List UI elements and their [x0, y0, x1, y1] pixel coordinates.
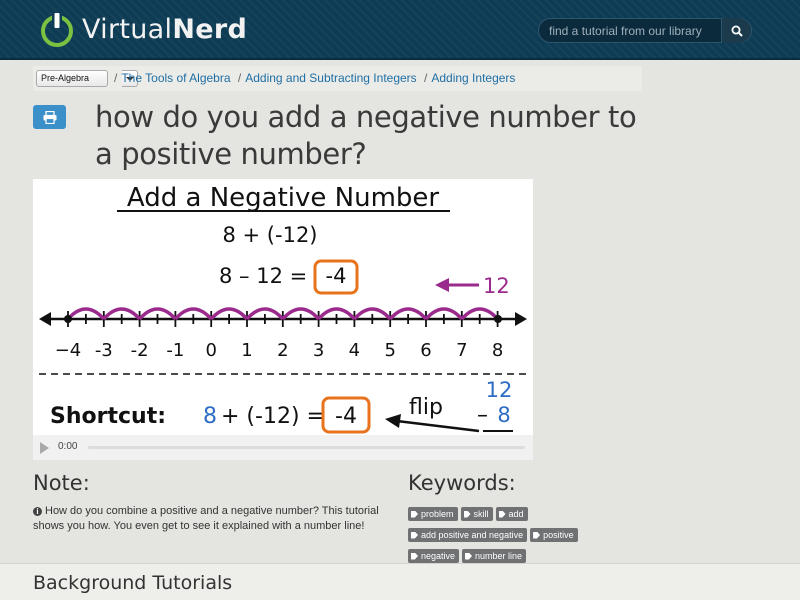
tag-icon — [411, 553, 418, 560]
tag-icon — [533, 532, 540, 539]
frame-fraction-bottom: 8 — [497, 403, 511, 427]
tag-icon — [499, 511, 506, 518]
print-icon — [43, 111, 57, 124]
number-line-label: 6 — [420, 340, 432, 361]
keyword-tag[interactable]: problem — [408, 507, 458, 521]
number-line-label: −4 — [54, 340, 82, 361]
tag-icon — [464, 511, 471, 518]
keyword-tags — [408, 504, 598, 567]
breadcrumb — [33, 66, 642, 91]
site-header — [0, 0, 800, 60]
keyword-tag[interactable]: add positive and negative — [408, 528, 527, 542]
frame-shortcut-a: 8 — [203, 404, 217, 429]
number-line-label: 2 — [277, 340, 289, 361]
keyword-tag[interactable]: skill — [461, 507, 493, 521]
breadcrumb-link[interactable]: The Tools of Algebra — [121, 71, 231, 85]
frame-expression: 8 + (-12) — [222, 223, 318, 247]
video-controls — [33, 435, 533, 460]
number-line-label: -3 — [94, 340, 113, 361]
info-icon: i — [33, 507, 42, 516]
number-line-label: 0 — [205, 340, 217, 361]
subject-select[interactable]: Pre-Algebra — [36, 70, 108, 87]
number-line-label: 4 — [348, 340, 361, 361]
brand-name: VirtualNerd — [82, 13, 248, 45]
search-input[interactable] — [549, 19, 719, 42]
frame-shortcut-result: -4 — [335, 404, 357, 429]
frame-arrow-label: 12 — [483, 274, 510, 298]
frame-equation: 8 – 12 = — [219, 264, 308, 288]
note-text — [33, 504, 393, 534]
number-line-label: -2 — [130, 340, 149, 361]
frame-shortcut-b: + (-12) = — [221, 404, 325, 429]
power-icon — [40, 10, 74, 48]
note-heading: Note: — [33, 471, 90, 495]
frame-heading: Add a Negative Number — [126, 183, 440, 213]
print-button[interactable] — [33, 105, 66, 129]
number-line-label: -1 — [166, 340, 185, 361]
breadcrumb-link[interactable]: Adding and Subtracting Integers — [245, 71, 417, 85]
page-title: how do you add a negative number to a positive number? — [95, 100, 637, 171]
video-frame — [33, 179, 533, 435]
keyword-tag[interactable]: negative — [408, 549, 459, 563]
frame-shortcut-label: Shortcut: — [50, 404, 167, 429]
video-time: 0:00 — [58, 441, 78, 452]
number-line-label: 1 — [241, 340, 253, 361]
site-logo[interactable] — [40, 10, 247, 48]
keywords-heading: Keywords: — [408, 471, 516, 495]
video-player[interactable] — [33, 179, 533, 460]
note-body: How do you combine a positive and a negative number? This tutorial shows you how. You even get to see it explained with a number line! — [33, 505, 379, 532]
tag-icon — [411, 511, 418, 518]
keyword-tag[interactable]: number line — [462, 549, 526, 563]
frame-fraction-minus: – — [477, 403, 488, 428]
keyword-tag[interactable]: positive — [530, 528, 578, 542]
frame-fraction-top: 12 — [485, 378, 513, 402]
tag-icon — [465, 553, 472, 560]
keyword-tag[interactable]: add — [496, 507, 528, 521]
video-seek-bar[interactable] — [88, 446, 525, 449]
background-tutorials-heading: Background Tutorials — [33, 572, 233, 594]
number-line-label: 3 — [312, 340, 325, 361]
number-line-label: 8 — [491, 340, 504, 361]
tag-icon — [411, 532, 418, 539]
search-icon — [731, 25, 743, 37]
number-line-label: 7 — [456, 340, 468, 361]
number-line-label: 5 — [384, 340, 396, 361]
breadcrumb-links: / The Tools of Algebra / Adding and Subtracting Integers / Adding Integers — [114, 71, 516, 85]
frame-result: -4 — [325, 264, 347, 288]
play-icon[interactable] — [40, 442, 49, 454]
frame-flip-label: flip — [409, 395, 443, 420]
breadcrumb-link[interactable]: Adding Integers — [431, 71, 516, 85]
search-box — [538, 18, 752, 43]
search-button[interactable] — [721, 18, 751, 43]
